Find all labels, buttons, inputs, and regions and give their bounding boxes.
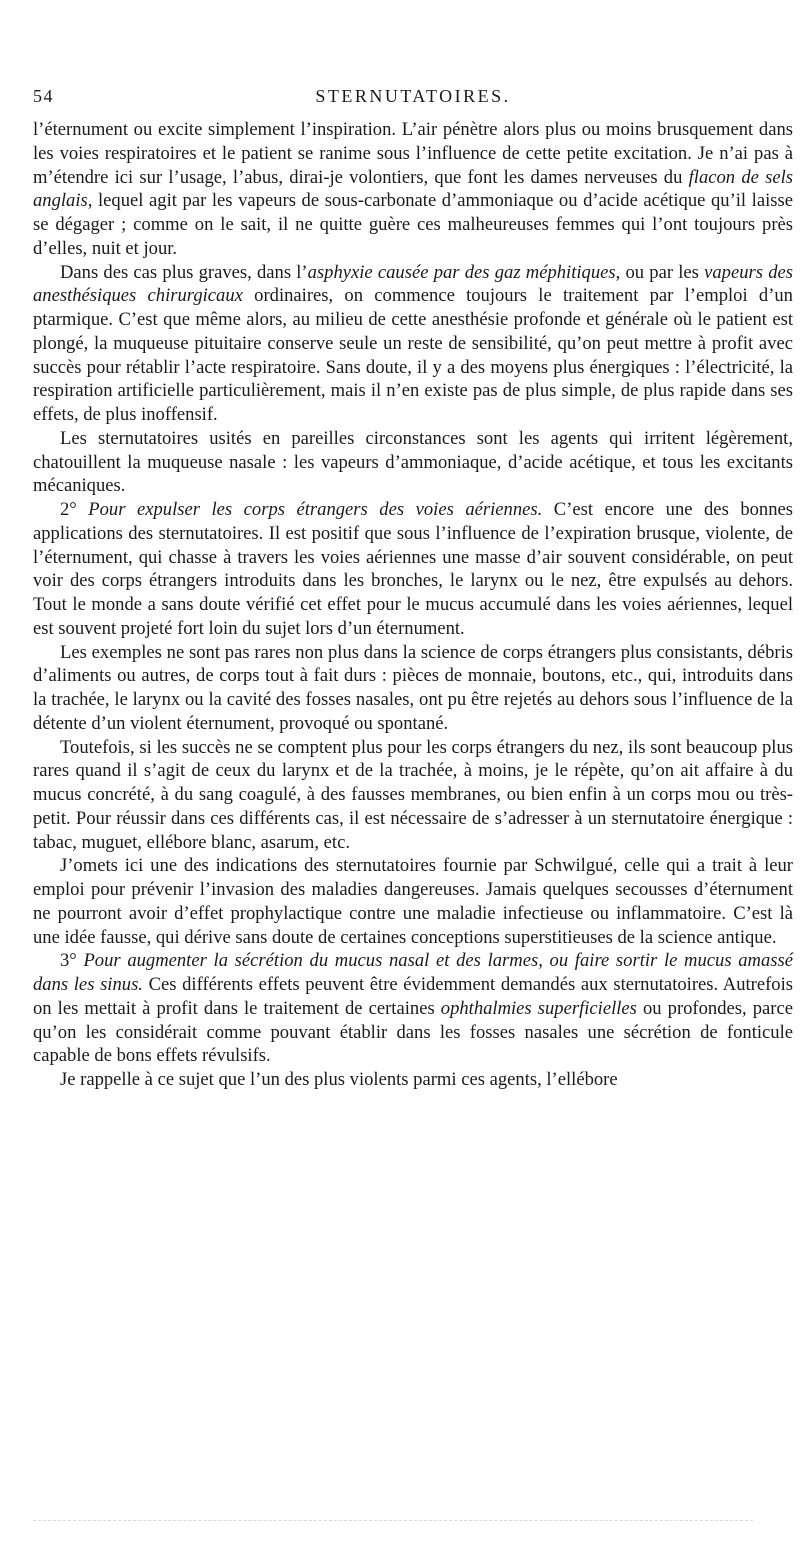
text-run: C’est encore une des bonnes applications des sternutatoires. Il est positif que sous l’influence de l’expiration brusque, violente, de l’éternument, qui chasse à travers les voies aériennes une masse d’air souvent considérable, on peut voir des corps étrangers introduits dans les bronches, le larynx ou le nez, être expulsés au dehors. Tout le monde a sans doute vérifié cet effet pour le mucus accumulé dans les voies aériennes, lequel est souvent projeté fort loin du sujet lors d’un éternument. [33,499,793,639]
paragraph [33,498,793,641]
text-run: Les exemples ne sont pas rares non plus dans la science de corps étrangers plus consistants, débris d’aliments ou autres, de corps tout à fait durs : pièces de monnaie, boutons, etc., qui, introduits dans la trachée, le larynx ou la cavité des fosses nasales, ont pu être rejetés au dehors sous l’influence de la détente d’un violent éternument, provoqué ou spontané. [33,641,793,734]
text-run: , lequel agit par les vapeurs de sous-carbonate d’ammoniaque ou d’acide acétique qu’il laisse se dégager ; comme on le sait, il ne quitte guère ces malheureuses femmes qui l’ont toujours près d’elles, nuit et jour. [33,190,793,259]
page-number: 54 [33,86,54,106]
italic-text-run: Pour augmenter la sécrétion du mucus nasal et des larmes, ou faire sortir le mucus amassé dans les sinus. [33,950,794,995]
book-page [33,86,793,1092]
text-run: Dans des cas plus graves, dans l’ [60,261,308,283]
paragraph [33,427,793,498]
running-title: STERNUTATOIRES. [315,86,511,106]
italic-text-run: Pour expulser les corps étrangers des voies aériennes. [88,499,543,520]
paragraph [33,1068,793,1092]
italic-text-run: flacon de sels anglais [33,166,793,212]
paragraph [33,736,793,855]
page-header [33,86,793,112]
paragraph [33,118,793,261]
italic-text-run: ophthalmies superficielles [440,997,637,1019]
text-run: , ou par les [615,261,705,283]
paragraph [33,261,793,427]
paragraph [33,949,793,1068]
text-run: 2° [60,499,89,520]
text-run: l’éternument ou excite simplement l’inspiration. L’air pénètre alors plus ou moins brusquement dans les voies respiratoires et le patient se ranime sous l’influence de cette petite excitation. Je n’ai pas à m’étendre ici sur l’usage, l’abus, dirai-je volontiers, que font les dames nerveuses du [33,119,793,188]
body-text [33,118,793,1092]
page-edge-marks [33,1520,753,1527]
italic-text-run: asphyxie causée par des gaz méphitiques [307,261,616,283]
italic-text-run: vapeurs des anesthésiques chirurgicaux [33,261,793,307]
text-run: Toutefois, si les succès ne se comptent plus pour les corps étrangers du nez, ils sont beaucoup plus rares quand il s’agit de ceux du larynx et de la trachée, à moins, je le répète, qu’on ait affaire à du mucus concrété, à du sang coagulé, à des fausses membranes, ou bien enfin à un corps mou ou très-petit. Pour réussir dans ces différents cas, il est nécessaire de s’adresser à un sternutatoire énergique : tabac, muguet, ellébore blanc, asarum, etc. [33,736,793,853]
text-run: Ces différents effets peuvent être évidemment demandés aux sternutatoires. Autrefois on les mettait à profit dans le traitement de certaines [33,974,793,1019]
text-run: 3° [60,950,84,972]
text-run: ordinaires, on commence toujours le traitement par l’emploi d’un ptarmique. C’est que même alors, au milieu de cette anesthésie profonde et générale où le patient est plongé, la muqueuse pituitaire conserve seule un reste de sensibilité, qu’on peut mettre à profit avec succès pour rétablir l’acte respiratoire. Sans doute, il y a des moyens plus énergiques : l’électricité, la respiration artificielle particulièrement, mais il n’en existe pas de plus simple, de plus rapide dans ses effets, de plus inoffensif. [33,285,793,425]
text-run: ou profondes, parce qu’on les considérait comme pouvant établir dans les fosses nasales une sécrétion de fonticule capable de bons effets révulsifs. [33,997,793,1067]
paragraph [33,641,793,736]
text-run: Je rappelle à ce sujet que l’un des plus violents parmi ces agents, l’ellébore [60,1069,618,1090]
text-run: Les sternutatoires usités en pareilles circonstances sont les agents qui irritent légèrement, chatouillent la muqueuse nasale : les vapeurs d’ammoniaque, d’acide acétique, et tous les excitants mécaniques. [33,427,793,497]
text-run: J’omets ici une des indications des sternutatoires fournie par Schwilgué, celle qui a trait à leur emploi pour prévenir l’invasion des maladies dangereuses. Jamais quelques secousses d’éternument ne pourront avoir d’effet prophylactique contre une maladie infectieuse ou inflammatoire. C’est là une idée fausse, qui dérive sans doute de certaines conceptions superstitieuses de la science antique. [33,855,793,948]
paragraph [33,854,793,949]
